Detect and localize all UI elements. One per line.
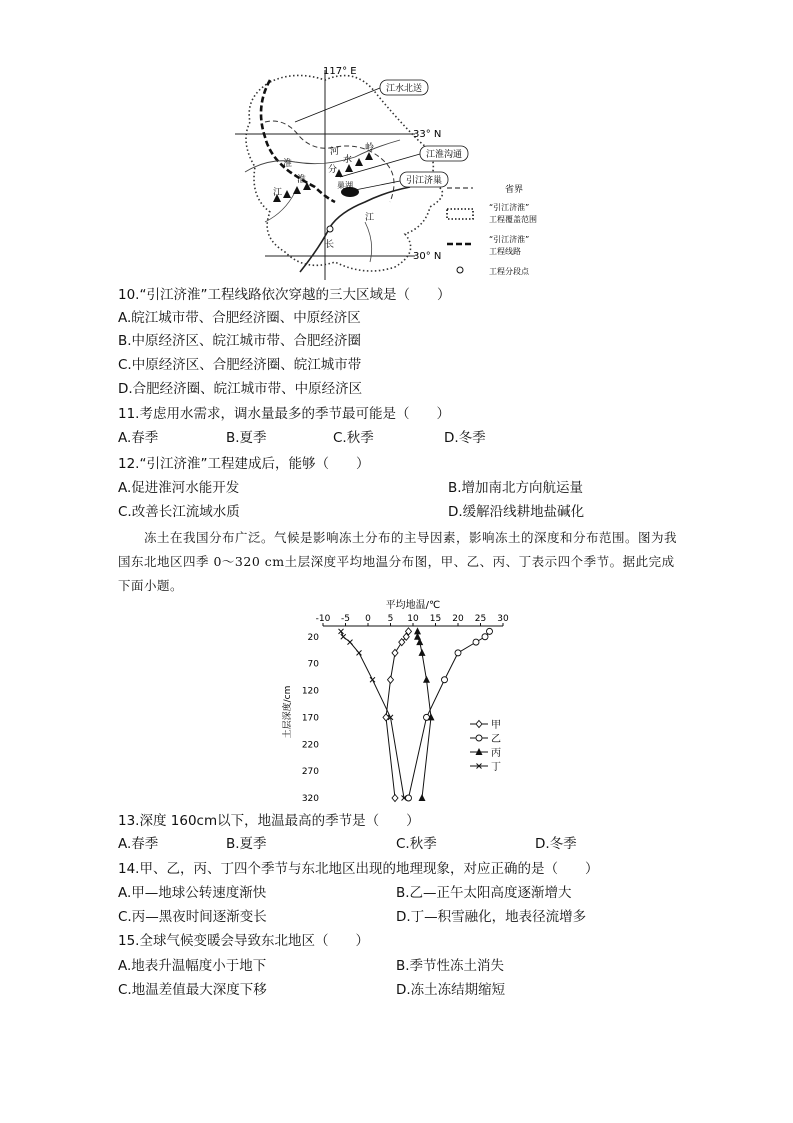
- x-tick-label: -10: [315, 614, 331, 624]
- data-point-2: [442, 677, 448, 683]
- q12-option-b[interactable]: B.增加南北方向航运量: [448, 480, 584, 496]
- legend-node: 工程分段点: [489, 267, 529, 276]
- series-line-2: [409, 631, 490, 798]
- data-point-2: [482, 634, 488, 640]
- region-char: 长: [325, 240, 335, 250]
- data-point-2: [473, 639, 479, 645]
- chart-svg: [280, 596, 510, 808]
- q15-option-a[interactable]: A.地表升温幅度小于地下: [118, 958, 267, 974]
- y-tick-label: 220: [301, 740, 319, 751]
- data-point-2: [455, 650, 461, 656]
- q12-stem: 12.“引江济淮”工程建成后，能够（ ）: [118, 456, 370, 472]
- q11-option-d[interactable]: D.冬季: [444, 430, 486, 446]
- x-tick-label: 0: [365, 614, 371, 624]
- q15-option-d[interactable]: D.冻土冻结期缩短: [396, 982, 506, 998]
- y-tick-label: 120: [301, 686, 319, 697]
- q13-option-a[interactable]: A.春季: [118, 836, 159, 852]
- legend-coverage-1: “引江济淮”: [489, 203, 530, 212]
- y-tick-label: 20: [307, 632, 319, 643]
- q11-option-c[interactable]: C.秋季: [333, 430, 374, 446]
- q15-stem: 15.全球气候变暖会导致东北地区（ ）: [118, 933, 369, 949]
- region-char: 江: [273, 188, 283, 198]
- series-line-3: [418, 631, 432, 798]
- q14-option-a[interactable]: A.甲—地球公转速度渐快: [118, 885, 267, 901]
- q15-option-c[interactable]: C.地温差值最大深度下移: [118, 982, 267, 998]
- region-char: 淮: [297, 175, 307, 185]
- q14-option-c[interactable]: C.丙—黑夜时间逐渐变长: [118, 909, 267, 925]
- q14-option-b[interactable]: B.乙—正午太阳高度逐渐增大: [396, 885, 572, 901]
- data-point-1: [388, 676, 394, 683]
- region-char: 河: [330, 147, 340, 157]
- water-diversion-map: [225, 62, 605, 284]
- x-tick-label: 15: [429, 614, 442, 624]
- y-tick-label: 270: [301, 767, 319, 778]
- legend-route-2: 工程线路: [489, 247, 521, 256]
- q13-option-b[interactable]: B.夏季: [226, 836, 267, 852]
- lon-label: 117° E: [323, 66, 357, 77]
- region-char: 水: [343, 155, 353, 165]
- q13-stem: 13.深度 160cm以下，地温最高的季节是（ ）: [118, 813, 420, 829]
- region-char: 分: [328, 165, 338, 175]
- legend-label-1: 甲: [491, 720, 501, 731]
- chart-title: 平均地温/℃: [385, 600, 441, 611]
- legend-province: 省界: [505, 185, 524, 195]
- region-char: 江: [365, 213, 375, 223]
- y-tick-label: 170: [301, 713, 319, 724]
- y-tick-label: 70: [307, 659, 319, 670]
- q15-option-b[interactable]: B.季节性冻土消失: [396, 958, 505, 974]
- data-point-3: [419, 794, 426, 801]
- data-point-1: [392, 795, 398, 802]
- region-char: 巢湖: [337, 181, 353, 190]
- q10-option-c[interactable]: C.中原经济区、合肥经济圈、皖江城市带: [118, 357, 362, 373]
- q10-stem: 10.“引江济淮”工程线路依次穿越的三大区域是（ ）: [118, 287, 451, 303]
- q14-option-d[interactable]: D.丁—积雪融化，地表径流增多: [396, 909, 587, 925]
- callout-1: 江水北送: [385, 84, 423, 94]
- q12-option-d[interactable]: D.缓解沿线耕地盐碱化: [448, 504, 585, 520]
- q13-option-c[interactable]: C.秋季: [396, 836, 437, 852]
- x-tick-label: 20: [452, 614, 464, 624]
- region-char: 岭: [365, 143, 375, 153]
- legend-marker-1: [476, 721, 482, 728]
- data-point-2: [487, 628, 493, 634]
- x-tick-label: 10: [407, 614, 419, 624]
- x-tick-label: -5: [341, 614, 350, 624]
- map-legend: [447, 183, 537, 276]
- x-tick-label: 25: [474, 614, 487, 624]
- q12-option-c[interactable]: C.改善长江流域水质: [118, 504, 240, 520]
- q12-option-a[interactable]: A.促进淮河水能开发: [118, 480, 240, 496]
- legend-label-2: 乙: [491, 734, 501, 745]
- q11-option-a[interactable]: A.春季: [118, 430, 159, 446]
- q10-option-d[interactable]: D.合肥经济圈、皖江城市带、中原经济区: [118, 381, 363, 397]
- lat-top-label: 33° N: [413, 129, 442, 140]
- y-axis-label: 土层深度/cm: [283, 685, 293, 739]
- map-svg: [225, 62, 605, 284]
- legend-route-1: “引江济淮”: [489, 235, 530, 244]
- q13-option-d[interactable]: D.冬季: [535, 836, 577, 852]
- project-node: [327, 226, 333, 232]
- legend-label-3: 丙: [491, 748, 501, 759]
- callout-3: 引江济巢: [405, 176, 443, 186]
- legend-marker-2: [476, 735, 482, 741]
- data-point-3: [423, 676, 430, 683]
- y-tick-label: 320: [301, 794, 319, 804]
- legend-label-4: 丁: [491, 762, 501, 773]
- q11-stem: 11.考虑用水需求，调水量最多的季节最可能是（ ）: [118, 406, 450, 422]
- q10-option-a[interactable]: A.皖江城市带、合肥经济圈、中原经济区: [118, 310, 361, 326]
- region-char: 淮: [283, 159, 293, 169]
- q11-option-b[interactable]: B.夏季: [226, 430, 267, 446]
- legend-coverage-2: 工程覆盖范围: [489, 215, 537, 224]
- lat-bottom-label: 30° N: [413, 251, 442, 262]
- soil-temperature-chart: [280, 596, 510, 808]
- callout-2: 江淮沟通: [425, 150, 463, 160]
- data-point-3: [419, 649, 426, 656]
- x-tick-label: 30: [497, 614, 509, 624]
- passage-text: 冻土在我国分布广泛。气候是影响冻土分布的主导因素，影响冻土的深度和分布范围。图为我国东北地区四季 0～320 cm土层深度平均地温分布图，甲、乙、丙、丁表示四个季节。据此完成下面小题。: [118, 530, 678, 593]
- q10-option-b[interactable]: B.中原经济区、皖江城市带、合肥经济圈: [118, 333, 362, 349]
- yangtze-river: [300, 187, 410, 272]
- q14-stem: 14.甲、乙，丙、丁四个季节与东北地区出现的地理现象，对应正确的是（ ）: [118, 861, 599, 877]
- x-tick-label: 5: [387, 614, 394, 624]
